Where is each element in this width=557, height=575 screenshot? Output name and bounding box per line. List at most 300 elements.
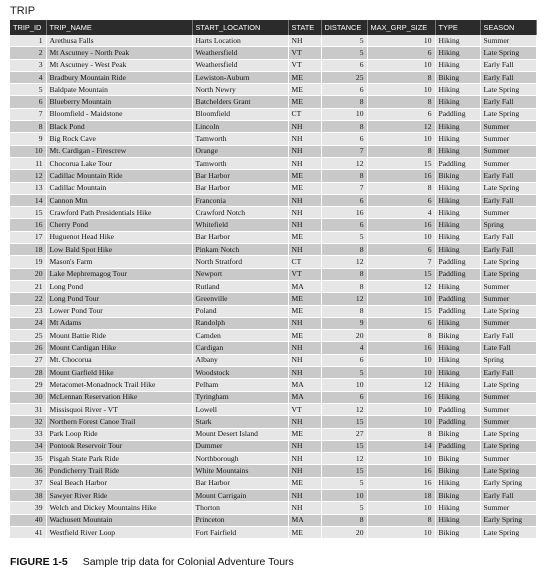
trip-name-cell: Black Pond [46, 121, 192, 133]
trip-name-cell: Cannon Mtn [46, 194, 192, 206]
max-grp-size-cell: 16 [367, 465, 435, 477]
season-cell: Summer [480, 502, 536, 514]
table-row [10, 268, 536, 280]
column-header-state: STATE [288, 20, 321, 35]
state-cell: NH [288, 133, 321, 145]
start-location-cell: Dummer [192, 440, 288, 452]
trip-name-cell: Cadillac Mountain Ride [46, 170, 192, 182]
trip-name-cell: Mount Cardigan Hike [46, 342, 192, 354]
distance-cell: 8 [321, 96, 367, 108]
type-cell: Biking [435, 330, 480, 342]
max-grp-size-cell: 16 [367, 170, 435, 182]
state-cell: ME [288, 96, 321, 108]
trip-name-cell: McLennan Reservation Hike [46, 391, 192, 403]
max-grp-size-cell: 18 [367, 489, 435, 501]
season-cell: Summer [480, 35, 536, 47]
season-cell: Late Spring [480, 268, 536, 280]
max-grp-size-cell: 4 [367, 207, 435, 219]
figure-label: FIGURE 1-5 [10, 556, 68, 568]
start-location-cell: Fort Fairfield [192, 526, 288, 538]
distance-cell: 8 [321, 268, 367, 280]
max-grp-size-cell: 10 [367, 416, 435, 428]
max-grp-size-cell: 10 [367, 403, 435, 415]
max-grp-size-cell: 10 [367, 293, 435, 305]
season-cell: Summer [480, 317, 536, 329]
start-location-cell: Princeton [192, 514, 288, 526]
table-row [10, 145, 536, 157]
trip-id-cell: 30 [10, 391, 46, 403]
table-row [10, 477, 536, 489]
type-cell: Hiking [435, 477, 480, 489]
season-cell: Early Fall [480, 489, 536, 501]
column-header-season: SEASON [480, 20, 536, 35]
figure-caption-text: Sample trip data for Colonial Adventure Tours [82, 556, 294, 568]
season-cell: Late Spring [480, 440, 536, 452]
trip-id-cell: 25 [10, 330, 46, 342]
type-cell: Hiking [435, 367, 480, 379]
distance-cell: 5 [321, 35, 367, 47]
max-grp-size-cell: 16 [367, 219, 435, 231]
max-grp-size-cell: 6 [367, 194, 435, 206]
state-cell: NH [288, 244, 321, 256]
state-cell: NH [288, 502, 321, 514]
table-row [10, 256, 536, 268]
season-cell: Summer [480, 207, 536, 219]
trip-name-cell: Northern Forest Canoe Trail [46, 416, 192, 428]
type-cell: Hiking [435, 502, 480, 514]
distance-cell: 8 [321, 170, 367, 182]
start-location-cell: Bar Harbor [192, 477, 288, 489]
distance-cell: 8 [321, 305, 367, 317]
trip-name-cell: Long Pond Tour [46, 293, 192, 305]
start-location-cell: North Stratford [192, 256, 288, 268]
state-cell: ME [288, 170, 321, 182]
distance-cell: 10 [321, 108, 367, 120]
state-cell: NH [288, 219, 321, 231]
type-cell: Hiking [435, 391, 480, 403]
trip-id-cell: 19 [10, 256, 46, 268]
type-cell: Hiking [435, 342, 480, 354]
type-cell: Biking [435, 170, 480, 182]
state-cell: NH [288, 121, 321, 133]
distance-cell: 8 [321, 121, 367, 133]
season-cell: Early Fall [480, 71, 536, 83]
type-cell: Hiking [435, 317, 480, 329]
max-grp-size-cell: 10 [367, 502, 435, 514]
trip-id-cell: 16 [10, 219, 46, 231]
max-grp-size-cell: 6 [367, 244, 435, 256]
max-grp-size-cell: 6 [367, 317, 435, 329]
start-location-cell: Tyringham [192, 391, 288, 403]
trip-id-cell: 9 [10, 133, 46, 145]
state-cell: NH [288, 35, 321, 47]
table-body [10, 35, 536, 539]
trip-name-cell: Mason's Farm [46, 256, 192, 268]
distance-cell: 5 [321, 477, 367, 489]
column-header-type: TYPE [435, 20, 480, 35]
max-grp-size-cell: 16 [367, 342, 435, 354]
max-grp-size-cell: 12 [367, 379, 435, 391]
season-cell: Summer [480, 293, 536, 305]
state-cell: MA [288, 514, 321, 526]
max-grp-size-cell: 8 [367, 514, 435, 526]
table-row [10, 367, 536, 379]
type-cell: Biking [435, 71, 480, 83]
start-location-cell: Pelham [192, 379, 288, 391]
distance-cell: 8 [321, 244, 367, 256]
max-grp-size-cell: 16 [367, 391, 435, 403]
type-cell: Hiking [435, 219, 480, 231]
start-location-cell: Bloomfield [192, 108, 288, 120]
trip-id-cell: 37 [10, 477, 46, 489]
max-grp-size-cell: 10 [367, 367, 435, 379]
table-row [10, 219, 536, 231]
table-header-row [10, 20, 536, 35]
type-cell: Hiking [435, 354, 480, 366]
trip-name-cell: Blueberry Mountain [46, 96, 192, 108]
type-cell: Hiking [435, 47, 480, 59]
table-row [10, 354, 536, 366]
trip-id-cell: 39 [10, 502, 46, 514]
season-cell: Early Fall [480, 367, 536, 379]
distance-cell: 6 [321, 219, 367, 231]
type-cell: Paddling [435, 293, 480, 305]
state-cell: NH [288, 489, 321, 501]
table-row [10, 403, 536, 415]
distance-cell: 5 [321, 231, 367, 243]
season-cell: Late Spring [480, 379, 536, 391]
distance-cell: 12 [321, 403, 367, 415]
type-cell: Hiking [435, 84, 480, 96]
trip-id-cell: 2 [10, 47, 46, 59]
max-grp-size-cell: 10 [367, 526, 435, 538]
state-cell: NH [288, 465, 321, 477]
table-row [10, 379, 536, 391]
trip-id-cell: 21 [10, 280, 46, 292]
table-row [10, 231, 536, 243]
start-location-cell: Camden [192, 330, 288, 342]
state-cell: ME [288, 71, 321, 83]
trip-id-cell: 40 [10, 514, 46, 526]
season-cell: Early Fall [480, 170, 536, 182]
trip-id-cell: 23 [10, 305, 46, 317]
state-cell: ME [288, 428, 321, 440]
trip-name-cell: Cadillac Mountain [46, 182, 192, 194]
season-cell: Early Fall [480, 59, 536, 71]
season-cell: Late Spring [480, 428, 536, 440]
max-grp-size-cell: 10 [367, 35, 435, 47]
start-location-cell: Pinkam Notch [192, 244, 288, 256]
table-row [10, 391, 536, 403]
trip-id-cell: 18 [10, 244, 46, 256]
start-location-cell: Thorton [192, 502, 288, 514]
trip-id-cell: 10 [10, 145, 46, 157]
trip-id-cell: 41 [10, 526, 46, 538]
table-row [10, 526, 536, 538]
column-header-trip-id: TRIP_ID [10, 20, 46, 35]
state-cell: VT [288, 403, 321, 415]
trip-id-cell: 17 [10, 231, 46, 243]
season-cell: Summer [480, 391, 536, 403]
trip-id-cell: 11 [10, 157, 46, 169]
start-location-cell: Weathersfield [192, 59, 288, 71]
season-cell: Late Spring [480, 305, 536, 317]
type-cell: Hiking [435, 121, 480, 133]
max-grp-size-cell: 6 [367, 108, 435, 120]
table-row [10, 59, 536, 71]
trip-id-cell: 8 [10, 121, 46, 133]
table-row [10, 47, 536, 59]
distance-cell: 12 [321, 453, 367, 465]
season-cell: Early Fall [480, 96, 536, 108]
trip-name-cell: Seal Beach Harbor [46, 477, 192, 489]
table-row [10, 84, 536, 96]
season-cell: Spring [480, 219, 536, 231]
season-cell: Summer [480, 121, 536, 133]
start-location-cell: Tamworth [192, 133, 288, 145]
trip-id-cell: 15 [10, 207, 46, 219]
state-cell: MA [288, 379, 321, 391]
trip-name-cell: Chocorua Lake Tour [46, 157, 192, 169]
start-location-cell: Harts Location [192, 35, 288, 47]
start-location-cell: Stark [192, 416, 288, 428]
distance-cell: 10 [321, 489, 367, 501]
season-cell: Summer [480, 157, 536, 169]
distance-cell: 5 [321, 502, 367, 514]
season-cell: Late Spring [480, 47, 536, 59]
distance-cell: 20 [321, 526, 367, 538]
table-row [10, 244, 536, 256]
start-location-cell: Franconia [192, 194, 288, 206]
table-row [10, 440, 536, 452]
season-cell: Early Spring [480, 514, 536, 526]
season-cell: Summer [480, 403, 536, 415]
state-cell: ME [288, 526, 321, 538]
season-cell: Late Spring [480, 256, 536, 268]
distance-cell: 16 [321, 207, 367, 219]
distance-cell: 7 [321, 145, 367, 157]
max-grp-size-cell: 15 [367, 157, 435, 169]
trip-id-cell: 26 [10, 342, 46, 354]
trip-name-cell: Mount Battie Ride [46, 330, 192, 342]
start-location-cell: White Mountains [192, 465, 288, 477]
season-cell: Early Fall [480, 330, 536, 342]
type-cell: Hiking [435, 133, 480, 145]
trip-id-cell: 5 [10, 84, 46, 96]
season-cell: Late Spring [480, 182, 536, 194]
start-location-cell: Bar Harbor [192, 231, 288, 243]
max-grp-size-cell: 7 [367, 256, 435, 268]
state-cell: NH [288, 317, 321, 329]
table-row [10, 35, 536, 47]
max-grp-size-cell: 10 [367, 84, 435, 96]
start-location-cell: Lowell [192, 403, 288, 415]
column-header-distance: DISTANCE [321, 20, 367, 35]
season-cell: Late Spring [480, 465, 536, 477]
season-cell: Summer [480, 133, 536, 145]
trip-id-cell: 1 [10, 35, 46, 47]
trip-name-cell: Mt Adams [46, 317, 192, 329]
trip-id-cell: 7 [10, 108, 46, 120]
state-cell: NH [288, 440, 321, 452]
trip-id-cell: 27 [10, 354, 46, 366]
season-cell: Summer [480, 416, 536, 428]
trip-name-cell: Wachusett Mountain [46, 514, 192, 526]
type-cell: Paddling [435, 268, 480, 280]
trip-name-cell: Park Loop Ride [46, 428, 192, 440]
start-location-cell: Poland [192, 305, 288, 317]
distance-cell: 6 [321, 133, 367, 145]
max-grp-size-cell: 14 [367, 440, 435, 452]
start-location-cell: Greenville [192, 293, 288, 305]
distance-cell: 6 [321, 59, 367, 71]
max-grp-size-cell: 8 [367, 96, 435, 108]
max-grp-size-cell: 12 [367, 121, 435, 133]
trip-name-cell: Arethusa Falls [46, 35, 192, 47]
type-cell: Biking [435, 526, 480, 538]
distance-cell: 6 [321, 354, 367, 366]
distance-cell: 9 [321, 317, 367, 329]
season-cell: Spring [480, 354, 536, 366]
state-cell: ME [288, 84, 321, 96]
season-cell: Late Fall [480, 342, 536, 354]
trip-id-cell: 35 [10, 453, 46, 465]
state-cell: VT [288, 59, 321, 71]
distance-cell: 15 [321, 416, 367, 428]
distance-cell: 12 [321, 157, 367, 169]
type-cell: Hiking [435, 96, 480, 108]
trip-id-cell: 33 [10, 428, 46, 440]
trip-id-cell: 12 [10, 170, 46, 182]
table-row [10, 428, 536, 440]
table-row [10, 207, 536, 219]
distance-cell: 6 [321, 194, 367, 206]
type-cell: Hiking [435, 231, 480, 243]
table-row [10, 453, 536, 465]
distance-cell: 12 [321, 256, 367, 268]
type-cell: Paddling [435, 108, 480, 120]
trip-id-cell: 22 [10, 293, 46, 305]
type-cell: Hiking [435, 514, 480, 526]
state-cell: NH [288, 207, 321, 219]
distance-cell: 6 [321, 84, 367, 96]
trip-id-cell: 3 [10, 59, 46, 71]
max-grp-size-cell: 10 [367, 59, 435, 71]
season-cell: Late Spring [480, 526, 536, 538]
season-cell: Summer [480, 280, 536, 292]
distance-cell: 15 [321, 465, 367, 477]
trip-name-cell: Mt Ascutney - North Peak [46, 47, 192, 59]
season-cell: Late Spring [480, 84, 536, 96]
trip-name-cell: Crawford Path Presidentials Hike [46, 207, 192, 219]
trip-name-cell: Mt. Cardigan - Firescrew [46, 145, 192, 157]
trip-name-cell: Lake Mephremagog Tour [46, 268, 192, 280]
start-location-cell: Randolph [192, 317, 288, 329]
table-title: TRIP [10, 5, 36, 17]
state-cell: ME [288, 231, 321, 243]
table-row [10, 514, 536, 526]
state-cell: MA [288, 280, 321, 292]
start-location-cell: Rutland [192, 280, 288, 292]
state-cell: NH [288, 416, 321, 428]
type-cell: Paddling [435, 305, 480, 317]
start-location-cell: Mount Desert Island [192, 428, 288, 440]
type-cell: Paddling [435, 440, 480, 452]
trip-name-cell: Pontook Reservoir Tour [46, 440, 192, 452]
type-cell: Hiking [435, 379, 480, 391]
column-header-max-grp-size: MAX_GRP_SIZE [367, 20, 435, 35]
table-row [10, 489, 536, 501]
max-grp-size-cell: 6 [367, 47, 435, 59]
max-grp-size-cell: 15 [367, 268, 435, 280]
state-cell: MA [288, 391, 321, 403]
table-row [10, 170, 536, 182]
table-row [10, 121, 536, 133]
start-location-cell: Weathersfield [192, 47, 288, 59]
type-cell: Hiking [435, 194, 480, 206]
start-location-cell: North Newry [192, 84, 288, 96]
trip-name-cell: Big Rock Cave [46, 133, 192, 145]
trip-id-cell: 6 [10, 96, 46, 108]
table-row [10, 108, 536, 120]
distance-cell: 7 [321, 182, 367, 194]
type-cell: Hiking [435, 35, 480, 47]
season-cell: Early Fall [480, 244, 536, 256]
distance-cell: 27 [321, 428, 367, 440]
season-cell: Early Fall [480, 194, 536, 206]
trip-id-cell: 31 [10, 403, 46, 415]
start-location-cell: Woodstock [192, 367, 288, 379]
start-location-cell: Whitefield [192, 219, 288, 231]
table-row [10, 182, 536, 194]
table-row [10, 317, 536, 329]
type-cell: Paddling [435, 256, 480, 268]
trip-id-cell: 36 [10, 465, 46, 477]
trip-table [10, 20, 537, 539]
table-row [10, 465, 536, 477]
max-grp-size-cell: 8 [367, 428, 435, 440]
trip-name-cell: Huguenot Head Hike [46, 231, 192, 243]
distance-cell: 15 [321, 440, 367, 452]
type-cell: Paddling [435, 416, 480, 428]
start-location-cell: Northborough [192, 453, 288, 465]
start-location-cell: Bar Harbor [192, 170, 288, 182]
max-grp-size-cell: 16 [367, 477, 435, 489]
type-cell: Biking [435, 465, 480, 477]
type-cell: Biking [435, 453, 480, 465]
trip-id-cell: 29 [10, 379, 46, 391]
start-location-cell: Bar Harbor [192, 182, 288, 194]
distance-cell: 6 [321, 391, 367, 403]
start-location-cell: Lincoln [192, 121, 288, 133]
season-cell: Summer [480, 453, 536, 465]
type-cell: Hiking [435, 280, 480, 292]
max-grp-size-cell: 8 [367, 71, 435, 83]
max-grp-size-cell: 10 [367, 133, 435, 145]
type-cell: Biking [435, 489, 480, 501]
max-grp-size-cell: 10 [367, 354, 435, 366]
distance-cell: 5 [321, 47, 367, 59]
type-cell: Hiking [435, 59, 480, 71]
trip-name-cell: Mt. Chocorua [46, 354, 192, 366]
state-cell: NH [288, 453, 321, 465]
start-location-cell: Cardigan [192, 342, 288, 354]
state-cell: NH [288, 194, 321, 206]
type-cell: Hiking [435, 207, 480, 219]
start-location-cell: Lewiston-Auburn [192, 71, 288, 83]
max-grp-size-cell: 8 [367, 330, 435, 342]
trip-id-cell: 13 [10, 182, 46, 194]
